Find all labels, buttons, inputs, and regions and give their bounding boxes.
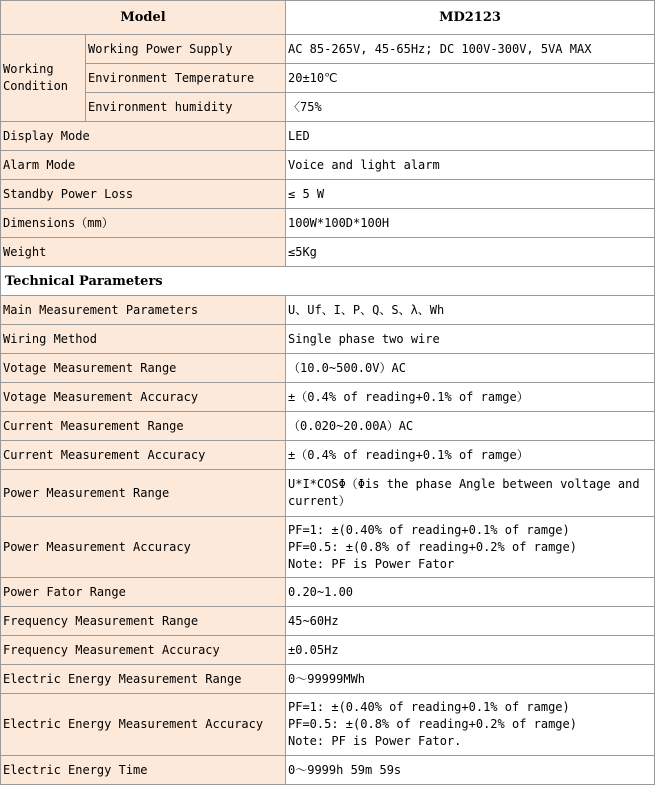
spec-label: Frequency Measurement Range — [1, 607, 286, 636]
spec-label: Dimensions（mm） — [1, 209, 286, 238]
spec-row — [1, 412, 655, 441]
spec-value: （10.0~500.0V）AC — [286, 354, 655, 383]
spec-row — [1, 756, 655, 785]
spec-value: ≤5Kg — [286, 238, 655, 267]
spec-row — [1, 383, 655, 412]
spec-label: Electric Energy Measurement Range — [1, 665, 286, 694]
spec-value: （0.020~20.00A）AC — [286, 412, 655, 441]
spec-row — [1, 238, 655, 267]
spec-value — [286, 517, 655, 578]
spec-value-line: Note: PF is Power Fator — [288, 556, 455, 571]
spec-label: Electric Energy Measurement Accuracy — [1, 694, 286, 756]
spec-label: Wiring Method — [1, 325, 286, 354]
spec-label: Current Measurement Range — [1, 412, 286, 441]
spec-label: Main Measurement Parameters — [1, 296, 286, 325]
spec-value: ±（0.4% of reading+0.1% of ramge） — [286, 441, 655, 470]
spec-value: AC 85-265V, 45-65Hz; DC 100V-300V, 5VA MAX — [286, 35, 655, 64]
spec-row — [1, 470, 655, 517]
spec-row — [1, 636, 655, 665]
spec-row — [1, 35, 655, 64]
spec-label: Electric Energy Time — [1, 756, 286, 785]
spec-value: 0.20~1.00 — [286, 578, 655, 607]
spec-row — [1, 296, 655, 325]
spec-label: Alarm Mode — [1, 151, 286, 180]
spec-label: Display Mode — [1, 122, 286, 151]
spec-row — [1, 122, 655, 151]
spec-value-line: PF=1: ±(0.40% of reading+0.1% of ramge) — [288, 700, 570, 714]
spec-label: Power Measurement Accuracy — [1, 517, 286, 578]
model-label: Model — [1, 1, 286, 35]
spec-label: Current Measurement Accuracy — [1, 441, 286, 470]
spec-row — [1, 578, 655, 607]
spec-value — [286, 694, 655, 756]
spec-value: ±0.05Hz — [286, 636, 655, 665]
spec-label: Votage Measurement Range — [1, 354, 286, 383]
spec-row — [1, 64, 655, 93]
spec-label: Environment Temperature — [86, 64, 286, 93]
spec-label: Working Power Supply — [86, 35, 286, 64]
spec-row — [1, 209, 655, 238]
section-row — [1, 267, 655, 296]
spec-row — [1, 325, 655, 354]
spec-value-line: PF=1: ±(0.40% of reading+0.1% of ramge) — [288, 522, 570, 537]
spec-value: 〈75% — [286, 93, 655, 122]
spec-value: Single phase two wire — [286, 325, 655, 354]
spec-value: 100W*100D*100H — [286, 209, 655, 238]
spec-row — [1, 607, 655, 636]
spec-row — [1, 151, 655, 180]
spec-row — [1, 354, 655, 383]
spec-label: Frequency Measurement Accuracy — [1, 636, 286, 665]
spec-value-line: PF=0.5: ±(0.8% of reading+0.2% of ramge) — [288, 539, 577, 554]
spec-row — [1, 441, 655, 470]
spec-value-line: Note: PF is Power Fator. — [288, 734, 462, 748]
spec-value: 0～99999MWh — [286, 665, 655, 694]
spec-row — [1, 694, 655, 756]
spec-value: ±（0.4% of reading+0.1% of ramge） — [286, 383, 655, 412]
spec-label: Power Measurement Range — [1, 470, 286, 517]
spec-label: Environment humidity — [86, 93, 286, 122]
spec-value: U、Uf、I、P、Q、S、λ、Wh — [286, 296, 655, 325]
spec-row — [1, 180, 655, 209]
spec-label: Standby Power Loss — [1, 180, 286, 209]
spec-value: U*I*COSΦ（Φis the phase Angle between voltage and current） — [286, 470, 655, 517]
spec-value: 0～9999h 59m 59s — [286, 756, 655, 785]
technical-parameters-heading: Technical Parameters — [1, 267, 655, 296]
spec-row — [1, 93, 655, 122]
spec-value: LED — [286, 122, 655, 151]
spec-value: 20±10℃ — [286, 64, 655, 93]
header-row — [1, 1, 655, 35]
spec-row — [1, 517, 655, 578]
model-value: MD2123 — [286, 1, 655, 35]
spec-label: Power Fator Range — [1, 578, 286, 607]
spec-value: ≤ 5 W — [286, 180, 655, 209]
spec-value: Voice and light alarm — [286, 151, 655, 180]
spec-label: Votage Measurement Accuracy — [1, 383, 286, 412]
spec-value-line: PF=0.5: ±(0.8% of reading+0.2% of ramge) — [288, 717, 577, 731]
spec-value: 45~60Hz — [286, 607, 655, 636]
spec-row — [1, 665, 655, 694]
working-condition-label: Working Condition — [1, 35, 86, 122]
spec-label: Weight — [1, 238, 286, 267]
